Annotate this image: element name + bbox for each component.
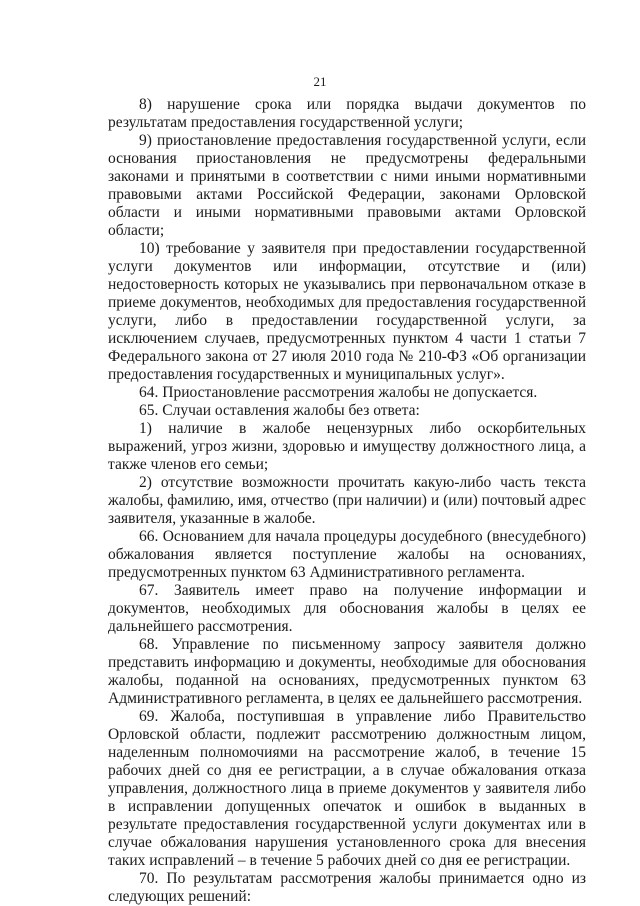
paragraph-64: 64. Приостановление рассмотрения жалобы не допускается.: [139, 384, 538, 401]
paragraph-65: 65. Случаи оставления жалобы без ответа:: [139, 402, 420, 419]
paragraph-item-8: 8) нарушение срока или порядка выдачи документов по результатам предоставления государственной услуги;: [108, 96, 586, 131]
page-number: 21: [313, 74, 327, 89]
paragraph-66: 66. Основанием для начала процедуры досудебного (внесудебного) обжалования является поступление жалобы на основаниях, предусмотренных пунктом 63 Административного регламента.: [108, 528, 586, 581]
paragraph-item-10: 10) требование у заявителя при предоставлении государственной услуги документов или информации, отсутствие и (или) недостоверность которых не указывались при первоначальном отказе в приеме документов, необходимых для предоставления государственной услуги, либо в предоставлении государственной услуги, за исключением случаев, предусмотренных пунктом 4 части 1 статьи 7 Федерального закона от 27 июля 2010 года № 210-ФЗ «Об организации предоставления государственных и муниципальных услуг».: [108, 240, 586, 383]
paragraph-item-9: 9) приостановление предоставления государственной услуги, если основания приостановления не предусмотрены федеральными законами и принятыми в соответствии с ними иными нормативными правовыми актами Российской Федерации, законами Орловской области и иными нормативными правовыми актами Орловской области;: [108, 132, 586, 239]
paragraph-70: 70. По результатам рассмотрения жалобы принимается одно из следующих решений:: [108, 870, 586, 905]
paragraph-67: 67. Заявитель имеет право на получение информации и документов, необходимых для обоснования жалобы в целях ее дальнейшего рассмотрения.: [108, 582, 586, 635]
paragraph-65-item-1: 1) наличие в жалобе нецензурных либо оскорбительных выражений, угроз жизни, здоровью и имуществу должностного лица, а также членов его семьи;: [108, 420, 586, 473]
paragraph-65-item-2: 2) отсутствие возможности прочитать какую-либо часть текста жалобы, фамилию, имя, отчество (при наличии) и (или) почтовый адрес заявителя, указанные в жалобе.: [108, 474, 586, 527]
paragraph-68: 68. Управление по письменному запросу заявителя должно представить информацию и документы, необходимые для обоснования жалобы, поданной на основаниях, предусмотренных пунктом 63 Административного регламента, в целях ее дальнейшего рассмотрения.: [108, 636, 586, 707]
paragraph-69: 69. Жалоба, поступившая в управление либо Правительство Орловской области, подлежит рассмотрению должностным лицом, наделенным полномочиями на рассмотрение жалоб, в течение 15 рабочих дней со дня ее регистрации, а в случае обжалования отказа управления, должностного лица в приеме документов у заявителя либо в исправлении допущенных опечаток и ошибок в выданных в результате предоставления государственной услуги документах или в случае обжалования нарушения установленного срока для внесения таких исправлений – в течение 5 рабочих дней со дня ее регистрации.: [108, 708, 586, 869]
document-body: [108, 96, 586, 906]
